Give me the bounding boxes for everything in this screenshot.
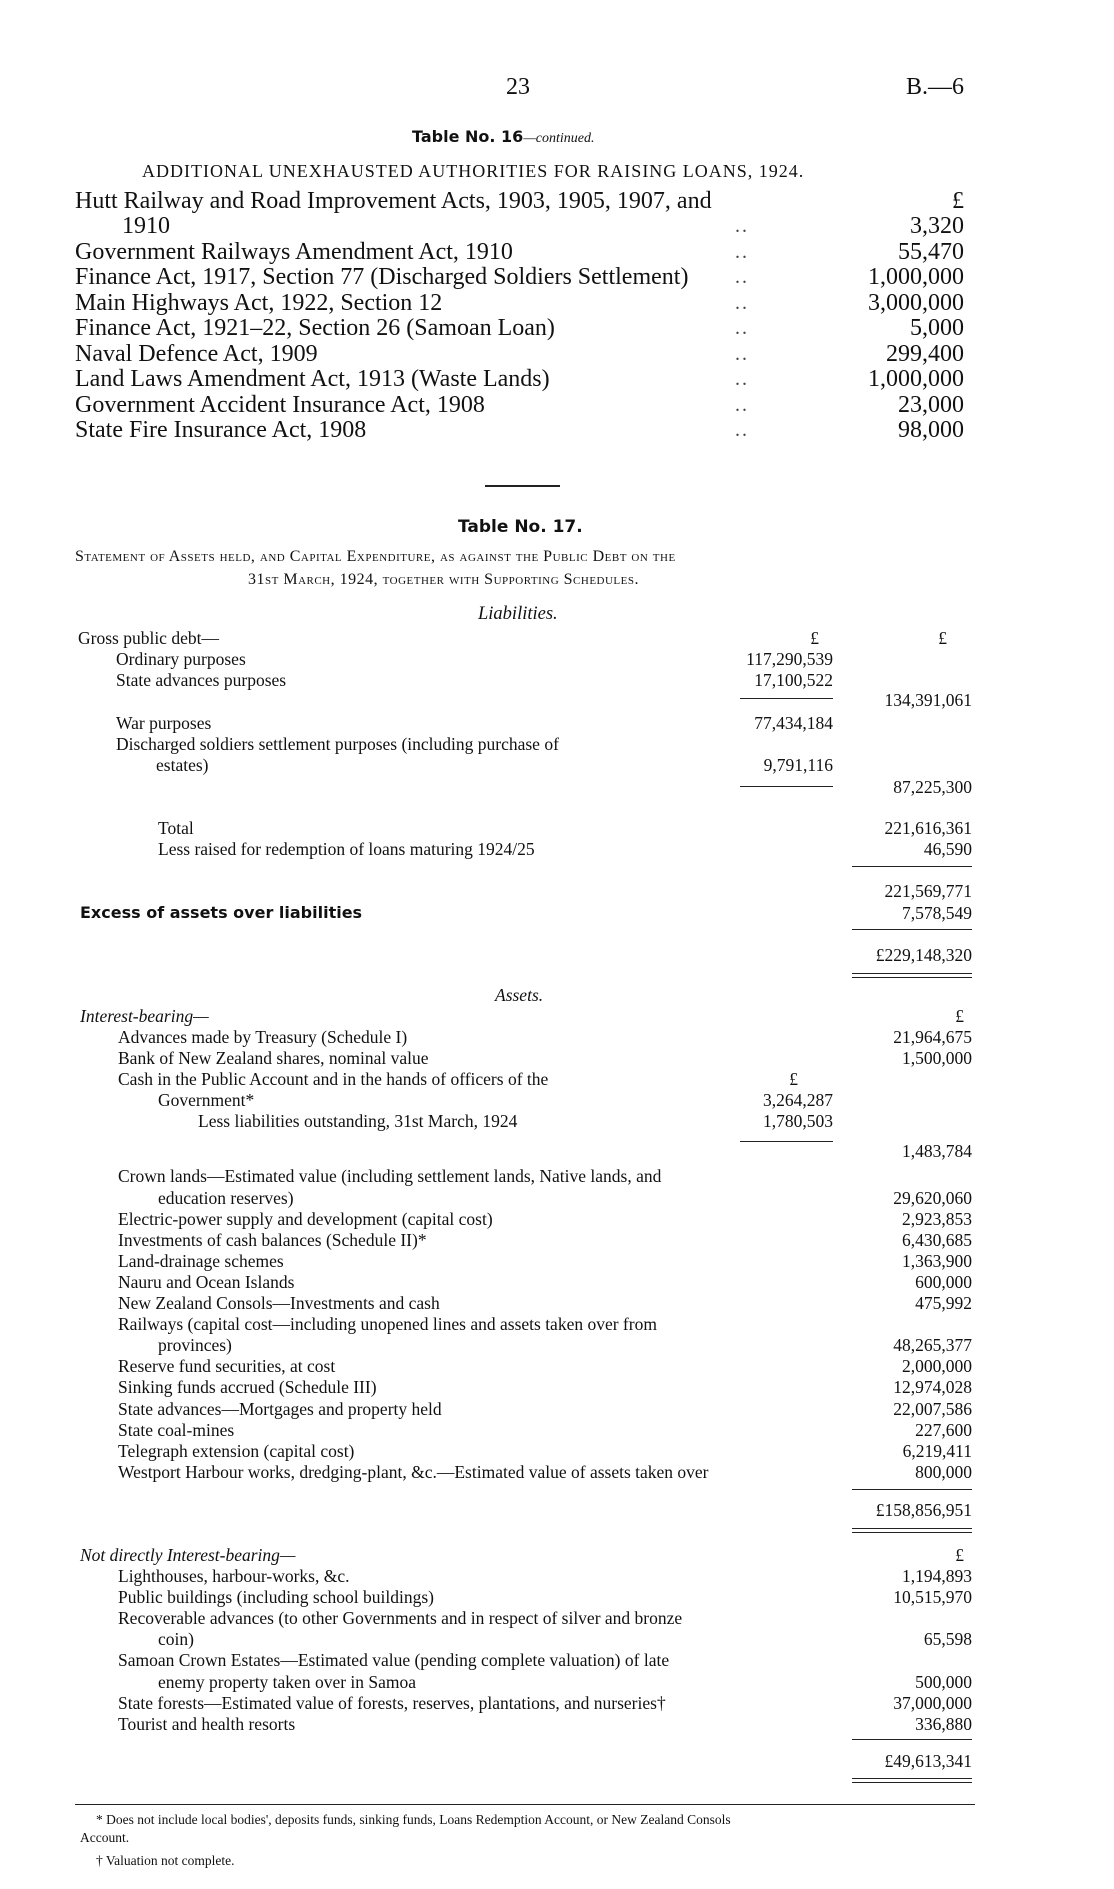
asset-item-label: Investments of cash balances (Schedule II)*: [118, 1229, 427, 1250]
leader-dots: ..: [735, 419, 749, 441]
table16-row-value: 98,000: [898, 417, 964, 443]
cash-value: 3,264,287: [763, 1090, 833, 1111]
discharged-soldiers-label-1: Discharged soldiers settlement purposes (including purchase of: [116, 734, 559, 754]
railways-value: 48,265,377: [893, 1335, 972, 1356]
table16-currency: £: [952, 188, 964, 214]
table17-title: Table No. 17.: [458, 517, 583, 537]
asset-item-label: Nauru and Ocean Islands: [118, 1271, 295, 1292]
war-purposes-value: 77,434,184: [754, 713, 833, 733]
table16-row-value: 1,000,000: [868, 366, 964, 392]
non-interest-item-label: Tourist and health resorts: [118, 1713, 296, 1734]
non-interest-item-value: 1,194,893: [902, 1566, 972, 1586]
non-interest-item-value: 10,515,970: [893, 1587, 972, 1608]
state-advances-value: 17,100,522: [754, 670, 833, 690]
subtotal-war-value: 87,225,300: [893, 777, 972, 797]
war-purposes-label: War purposes: [116, 713, 212, 733]
cash-less-value: 1,780,503: [763, 1111, 833, 1132]
liabilities-grand-total: £229,148,320: [875, 945, 972, 965]
asset-item-value: 800,000: [915, 1461, 972, 1482]
table16-title-text: Table No. 16: [412, 127, 524, 146]
asset-item-label: Electric-power supply and development (capital cost): [118, 1208, 493, 1229]
total-label: Total: [158, 818, 194, 838]
non-interest-item-value: 336,880: [915, 1713, 972, 1734]
table16-row-value: 55,470: [898, 238, 964, 265]
leader-dots: ..: [735, 215, 749, 237]
subtotal-ordinary-value: 134,391,061: [884, 690, 972, 710]
table16-row-label: Main Highways Act, 1922, Section 12: [75, 289, 443, 316]
interest-total-double-rule: [852, 1528, 972, 1533]
footnote-star-2: Account.: [80, 1830, 130, 1845]
section-divider: [485, 485, 560, 487]
cash-net-value: 1,483,784: [902, 1141, 972, 1162]
net-rule: [852, 866, 972, 867]
discharged-soldiers-label-2: estates): [156, 755, 209, 775]
assets-currency: £: [955, 1006, 964, 1026]
liabilities-currency-col1: £: [810, 628, 819, 648]
asset-item-label: Telegraph extension (capital cost): [118, 1440, 355, 1461]
asset-item-label: Bank of New Zealand shares, nominal value: [118, 1048, 429, 1069]
non-interest-item-value: 37,000,000: [893, 1692, 972, 1713]
asset-item-value: 12,974,028: [893, 1377, 972, 1398]
interest-bearing-heading: Interest-bearing—: [80, 1006, 209, 1026]
asset-item-value: 2,000,000: [902, 1356, 972, 1377]
asset-item-label: Sinking funds accrued (Schedule III): [118, 1377, 377, 1398]
leader-dots: ..: [735, 266, 749, 288]
non-interest-item-label: Public buildings (including school buildings): [118, 1587, 434, 1608]
table16-row-label-cont: 1910: [122, 213, 170, 239]
report-code: B.—6: [906, 74, 965, 100]
leader-dots: ..: [735, 291, 749, 314]
table16-row-label: Finance Act, 1921–22, Section 26 (Samoan Loan): [75, 315, 555, 341]
non-interest-currency: £: [955, 1544, 964, 1565]
leader-dots: ..: [735, 368, 749, 390]
crown-lands-label-2: education reserves): [158, 1187, 294, 1208]
subtotal-rule-2: [740, 786, 833, 787]
non-interest-item-label: Lighthouses, harbour-works, &c.: [118, 1566, 350, 1586]
table16-row-value: 3,320: [910, 213, 964, 239]
railways-label-2: provinces): [158, 1335, 232, 1356]
excess-assets-value: 7,578,549: [902, 903, 972, 923]
table16-row-label: Hutt Railway and Road Improvement Acts, 1903, 1905, 1907, and: [75, 188, 712, 214]
non-interest-total: £49,613,341: [884, 1750, 972, 1771]
asset-item-label: Reserve fund securities, at cost: [118, 1356, 336, 1377]
non-interest-heading: Not directly Interest-bearing—: [80, 1544, 296, 1565]
excess-assets-label: Excess of assets over liabilities: [80, 903, 363, 922]
net-liabilities-value: 221,569,771: [884, 881, 972, 901]
table16-row-value: 1,000,000: [868, 264, 964, 290]
table16-row-value: 299,400: [886, 340, 964, 367]
leader-dots: ..: [735, 342, 749, 365]
assets-heading: Assets.: [495, 985, 544, 1005]
asset-item-value: 475,992: [915, 1293, 972, 1313]
state-advances-label: State advances purposes: [116, 670, 287, 690]
asset-item-value: 22,007,586: [893, 1398, 972, 1419]
recoverable-label-2: coin): [158, 1629, 194, 1650]
cash-currency: £: [789, 1069, 798, 1090]
samoan-estates-label-2: enemy property taken over in Samoa: [158, 1671, 417, 1692]
table16-subtitle: ADDITIONAL UNEXHAUSTED AUTHORITIES FOR RAISING LOANS, 1924.: [142, 161, 805, 181]
subtotal-rule-1: [740, 698, 833, 699]
table17-subtitle-1: Statement of Assets held, and Capital Expenditure, as against the Public Debt on the: [75, 548, 676, 565]
footnote-rule: [75, 1804, 975, 1805]
cash-net-rule: [740, 1141, 833, 1142]
table16-row-label: Finance Act, 1917, Section 77 (Discharged Soldiers Settlement): [75, 264, 689, 290]
interest-total-rule: [852, 1489, 972, 1490]
crown-lands-label-1: Crown lands—Estimated value (including settlement lands, Native lands, and: [118, 1166, 662, 1187]
asset-item-label: New Zealand Consols—Investments and cash: [118, 1293, 440, 1313]
table16-row-value: 5,000: [910, 315, 964, 341]
gross-debt-label: Gross public debt—: [78, 628, 219, 648]
leader-dots: ..: [735, 317, 749, 339]
table16-row-label: Government Railways Amendment Act, 1910: [75, 238, 513, 265]
table16-title-suffix: —continued.: [523, 131, 595, 146]
non-interest-item-label: State forests—Estimated value of forests, reserves, plantations, and nurseries†: [118, 1692, 666, 1713]
crown-lands-value: 29,620,060: [893, 1187, 972, 1208]
recoverable-label-1: Recoverable advances (to other Governments and in respect of silver and bronze: [118, 1608, 683, 1629]
table16-row-value: 3,000,000: [868, 289, 964, 316]
liabilities-heading: Liabilities.: [478, 604, 558, 624]
recoverable-value: 65,598: [923, 1629, 972, 1650]
asset-item-label: Advances made by Treasury (Schedule I): [118, 1027, 408, 1047]
footnote-star-1: * Does not include local bodies', deposits funds, sinking funds, Loans Redemption Account, or New Zealand Consols: [96, 1812, 731, 1827]
asset-item-value: 2,923,853: [902, 1208, 972, 1229]
asset-item-label: Land-drainage schemes: [118, 1250, 284, 1271]
leader-dots: ..: [735, 240, 749, 263]
less-redemption-value: 46,590: [923, 839, 972, 859]
liabilities-currency-col2: £: [938, 628, 947, 648]
asset-item-value: 21,964,675: [893, 1027, 972, 1047]
asset-item-value: 227,600: [915, 1419, 972, 1440]
samoan-estates-label-1: Samoan Crown Estates—Estimated value (pending complete valuation) of late: [118, 1650, 670, 1671]
cash-less-label: Less liabilities outstanding, 31st March, 1924: [198, 1111, 518, 1132]
asset-item-value: 600,000: [915, 1271, 972, 1292]
table17-subtitle-2: 31st March, 1924, together with Supporting Schedules.: [248, 571, 639, 588]
ordinary-purposes-label: Ordinary purposes: [116, 649, 246, 669]
asset-item-value: 6,219,411: [902, 1440, 972, 1461]
grand-total-double-rule: [852, 973, 972, 978]
less-redemption-label: Less raised for redemption of loans maturing 1924/25: [158, 839, 535, 859]
table16-row-label: State Fire Insurance Act, 1908: [75, 417, 367, 443]
table16-row-value: 23,000: [898, 391, 964, 418]
asset-item-value: 1,500,000: [902, 1048, 972, 1069]
non-interest-total-rule: [852, 1739, 972, 1740]
railways-label-1: Railways (capital cost—including unopened lines and assets taken over from: [118, 1314, 657, 1335]
cash-label-2: Government*: [158, 1090, 255, 1111]
table16-title: [412, 127, 594, 147]
total-value: 221,616,361: [884, 818, 972, 838]
ordinary-purposes-value: 117,290,539: [746, 649, 833, 669]
asset-item-label: State coal-mines: [118, 1419, 235, 1440]
page-number: 23: [506, 74, 530, 100]
asset-item-value: 1,363,900: [902, 1250, 972, 1271]
discharged-soldiers-value: 9,791,116: [763, 755, 833, 775]
samoan-estates-value: 500,000: [915, 1671, 972, 1692]
interest-bearing-total: £158,856,951: [875, 1499, 972, 1520]
footnote-dagger: † Valuation not complete.: [96, 1853, 235, 1868]
table16-row-label: Naval Defence Act, 1909: [75, 340, 318, 367]
table16-row-label: Land Laws Amendment Act, 1913 (Waste Lands): [75, 366, 550, 392]
cash-label-1: Cash in the Public Account and in the hands of officers of the: [118, 1069, 549, 1090]
table16-row-label: Government Accident Insurance Act, 1908: [75, 391, 485, 418]
leader-dots: ..: [735, 393, 749, 416]
grand-total-rule: [852, 929, 972, 930]
non-interest-total-double-rule: [852, 1778, 972, 1783]
asset-item-label: State advances—Mortgages and property held: [118, 1398, 442, 1419]
asset-item-label: Westport Harbour works, dredging-plant, &c.—Estimated value of assets taken over: [118, 1461, 709, 1482]
asset-item-value: 6,430,685: [902, 1229, 972, 1250]
